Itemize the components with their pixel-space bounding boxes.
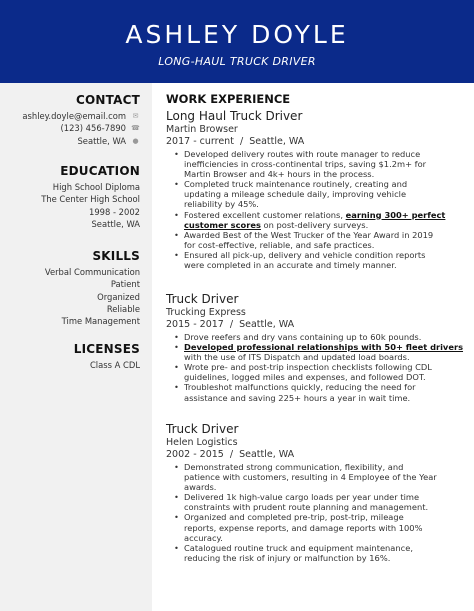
work-experience-heading: WORK EXPERIENCE — [166, 92, 291, 106]
email-text[interactable]: ashley.doyle@email.com — [22, 111, 126, 121]
skill-item: Organized — [97, 291, 140, 302]
skill-item: Reliable — [106, 303, 140, 314]
candidate-role: LONG-HAUL TRUCK DRIVER — [158, 55, 316, 68]
education-section — [0, 164, 140, 230]
bullet-item: • Troubleshot malfunctions quickly, reducing the need for assistance and saving 225+ hours a year in wait time. — [166, 382, 466, 402]
job-entry — [166, 292, 466, 403]
bullet-item: • Developed delivery routes with route manager to reduce inefficiencies in cross-continental trips, saving $1.2m+ for Martin Browser and 4k+ hours in the process. — [166, 149, 466, 179]
highlight-text: • Developed professional relationships with 50+ fleet drivers — [184, 342, 464, 353]
job-company: Helen Logistics — [166, 437, 238, 448]
bullet-item: • Drove reefers and dry vans containing up to 60k pounds. — [166, 332, 466, 342]
skill-item: Patient — [110, 279, 140, 290]
highlight-text: earning 300+ perfect — [345, 209, 446, 220]
location-row — [0, 135, 140, 147]
bullet-item: • Organized and completed pre-trip, post-trip, mileage reports, expense reports, and damage reports with 100% accuracy. — [166, 512, 466, 542]
skill-item: Time Management — [61, 316, 140, 327]
phone-text[interactable]: (123) 456-7890 — [60, 123, 126, 134]
bullet-item: • Fostered excellent customer relations, earning 300+ perfect customer scores on post-delivery surveys. — [166, 210, 466, 230]
job-entry — [166, 422, 466, 563]
job-bullets — [166, 462, 466, 563]
envelope-icon: ✉ — [132, 112, 139, 120]
job-bullets — [166, 332, 466, 403]
education-heading: EDUCATION — [60, 164, 140, 178]
bullet-item: • Catalogued routine truck and equipment maintenance, reducing the risk of injury or malfunction by 16%. — [166, 543, 466, 563]
bullet-item: • Awarded Best of the West Trucker of the Year Award in 2019 for cost-effective, reliable, and safe practices. — [166, 230, 466, 250]
bullet-item: • Developed professional relationships with 50+ fleet drivers with the use of ITS Dispatch and updated load boards. — [166, 342, 466, 362]
licenses-heading: LICENSES — [73, 342, 140, 356]
email-row — [0, 110, 140, 122]
job-title: Truck Driver — [166, 292, 239, 306]
candidate-name: ASHLEY DOYLE — [125, 20, 349, 49]
job-bullets — [166, 149, 466, 270]
resume-header — [0, 0, 474, 83]
highlight-text: customer scores — [184, 219, 261, 230]
bullet-item: • Delivered 1k high-value cargo loads per year under time constraints with prudent route planning and management. — [166, 492, 466, 512]
skills-section — [0, 249, 140, 327]
education-degree: High School Diploma — [52, 182, 140, 192]
job-title: Long Haul Truck Driver — [166, 109, 303, 123]
bullet-item: • Demonstrated strong communication, flexibility, and patience with customers, resulting in 4 Employee of the Year awards. — [166, 462, 466, 492]
skill-item: Verbal Communication — [44, 267, 140, 277]
bullet-item: • Wrote pre- and post-trip inspection checklists following CDL guidelines, logged miles and expenses, and followed DOT. — [166, 362, 466, 382]
licenses-section — [0, 342, 140, 371]
education-location: Seattle, WA — [91, 218, 140, 229]
license-item: Class A CDL — [89, 360, 140, 370]
phone-row — [0, 122, 140, 134]
job-company: Martin Browser — [166, 124, 238, 135]
bullet-item: • Completed truck maintenance routinely, creating and updating a mileage schedule daily, improving vehicle reliability by 45%. — [166, 179, 466, 209]
education-school: The Center High School — [41, 194, 140, 205]
job-dates-location: 2002 - 2015 / Seattle, WA — [166, 449, 295, 460]
contact-section — [0, 93, 140, 147]
job-title: Truck Driver — [166, 422, 239, 436]
bullet-item: • Ensured all pick-up, delivery and vehicle condition reports were completed in an accurate and timely manner. — [166, 250, 466, 270]
location-pin-icon: ● — [132, 136, 139, 145]
location-text: Seattle, WA — [77, 135, 126, 146]
skills-heading: SKILLS — [92, 249, 140, 263]
job-dates-location: 2017 - current / Seattle, WA — [166, 136, 305, 147]
job-dates-location: 2015 - 2017 / Seattle, WA — [166, 319, 295, 330]
phone-icon: ☎ — [131, 124, 140, 133]
education-years: 1998 - 2002 — [89, 206, 140, 217]
sidebar — [0, 83, 152, 611]
job-company: Trucking Express — [166, 307, 246, 318]
main-content — [166, 92, 466, 563]
job-entry — [166, 109, 466, 270]
contact-heading: CONTACT — [76, 93, 140, 107]
